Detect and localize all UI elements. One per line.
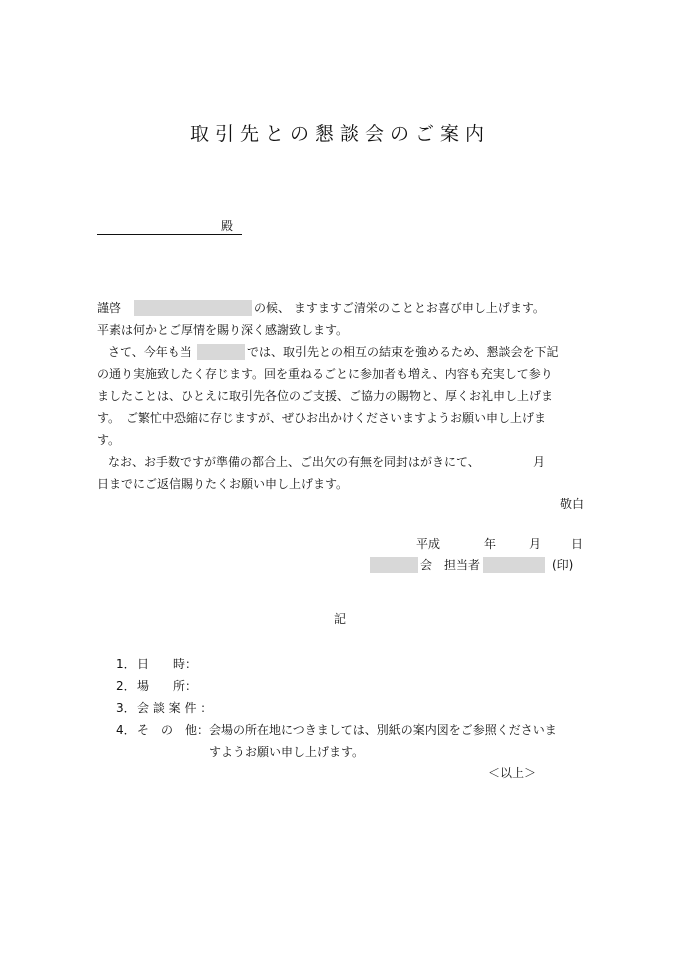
item-1-num: 1． bbox=[116, 657, 136, 671]
item-2-label: 場 所： bbox=[137, 679, 198, 693]
item-3-num: 3． bbox=[116, 701, 136, 715]
greeting-line2: 平素は何かとご厚情を賜り深く感謝致します。 bbox=[97, 323, 349, 337]
body-p1-line5: す。 bbox=[97, 433, 121, 447]
company-placeholder bbox=[197, 344, 245, 360]
date-era: 平成 bbox=[416, 537, 441, 551]
sender-company-placeholder bbox=[370, 557, 418, 573]
body-p2-line1: なお、お手数ですが準備の都合上、ご出欠の有無を同封はがきにて、 bbox=[108, 455, 480, 469]
greeting-kinkei: 謹啓 bbox=[97, 301, 122, 315]
item-4-value-line2: すようお願い申し上げます。 bbox=[209, 745, 365, 759]
body-p1-after-gap: では、取引先との相互の結束を強めるため、懇談会を下記 bbox=[247, 345, 559, 359]
body-p1-line2: の通り実施致したく存じます。回を重ねるごとに参加者も増え、内容も充実して参り bbox=[97, 367, 553, 381]
sender-person-placeholder bbox=[483, 557, 545, 573]
addressee-line bbox=[97, 234, 242, 235]
season-placeholder bbox=[134, 300, 252, 316]
item-4-label: そ の 他： bbox=[137, 723, 210, 737]
date-month: 月 bbox=[529, 537, 542, 551]
date-year: 年 bbox=[484, 537, 497, 551]
date-day: 日 bbox=[571, 537, 584, 551]
season-suffix: の候、 ますますご清栄のこととお喜び申し上げます。 bbox=[254, 301, 545, 315]
body-p2-month: 月 bbox=[533, 455, 546, 469]
closing-keihaku: 敬白 bbox=[560, 497, 585, 511]
document-title: 取引先との懇談会のご案内 bbox=[189, 123, 490, 145]
item-4-value: 会場の所在地につきましては、別紙の案内図をご参照くださいま bbox=[209, 723, 557, 737]
item-1-label: 日 時： bbox=[137, 657, 198, 671]
item-2-num: 2． bbox=[116, 679, 136, 693]
body-p2-line2: 日までにご返信賜りたくお願い申し上げます。 bbox=[97, 477, 349, 491]
sender-person-label: 担当者 bbox=[444, 558, 481, 572]
end-mark: ＜以上＞ bbox=[488, 766, 537, 780]
body-p1-start: さて、今年も当 bbox=[108, 345, 192, 359]
item-4-num: 4． bbox=[116, 723, 136, 737]
body-p1-line3: ましたことは、ひとえに取引先各位のご支援、ご協力の賜物と、厚くお礼申し上げま bbox=[97, 389, 554, 403]
item-3-label: 会 談 案 件 ： bbox=[137, 701, 213, 715]
ki-heading: 記 bbox=[333, 612, 346, 626]
sender-seal: (印) bbox=[552, 558, 574, 572]
body-p1-line4: す。 ご繁忙中恐縮に存じますが、ぜひお出かけくださいますようお願い申し上げま bbox=[97, 411, 547, 425]
addressee-suffix: 殿 bbox=[221, 219, 234, 233]
sender-company-suffix: 会 bbox=[420, 558, 433, 572]
